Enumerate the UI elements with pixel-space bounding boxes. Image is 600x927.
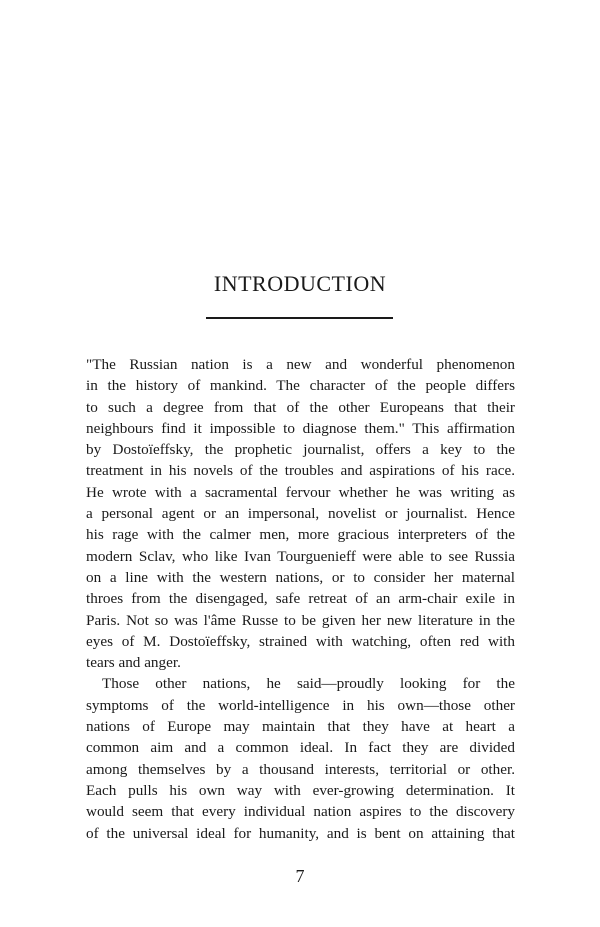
text-line: on a line with the western nations, or to consider her maternal	[86, 568, 515, 586]
text-line: common aim and a common ideal. In fact they are divided	[86, 739, 515, 757]
heading-rule	[206, 317, 393, 319]
text-line: treatment in his novels of the troubles and aspirations of his race.	[86, 462, 515, 480]
text-line: to such a degree from that of the other Europeans that their	[86, 398, 515, 416]
text-line: modern Sclav, who like Ivan Tourguenieff were able to see Russia	[86, 547, 515, 565]
text-line: in the history of mankind. The character of the people differs	[86, 377, 515, 395]
text-line: nations of Europe may maintain that they have at heart a	[86, 718, 515, 736]
text-line: throes from the disengaged, safe retreat of an arm-chair exile in	[86, 590, 515, 608]
text-line: eyes of M. Dostoïeffsky, strained with watching, often red with	[86, 632, 515, 650]
text-line: Each pulls his own way with ever-growing determination. It	[86, 781, 515, 799]
text-line: by Dostoïeffsky, the prophetic journalist, offers a key to the	[86, 441, 515, 459]
text-line: a personal agent or an impersonal, novelist or journalist. Hence	[86, 505, 515, 523]
chapter-heading: INTRODUCTION	[213, 271, 387, 296]
text-line: among themselves by a thousand interests, territorial or other.	[86, 760, 515, 778]
text-line: tears and anger.	[86, 654, 181, 672]
page-number: 7	[295, 866, 305, 886]
text-line: "The Russian nation is a new and wonderful phenomenon	[86, 356, 515, 373]
text-line: his rage with the calmer men, more gracious interpreters of the	[86, 526, 515, 544]
text-line: of the universal ideal for humanity, and is bent on attaining that	[86, 824, 515, 842]
body-text	[86, 354, 515, 844]
text-line: Paris. Not so was l'âme Russe to be given her new literature in the	[86, 611, 515, 629]
text-line: would seem that every individual nation aspires to the discovery	[86, 803, 515, 821]
paragraph-1	[86, 354, 515, 673]
text-line: He wrote with a sacramental fervour whether he was writing as	[86, 483, 515, 501]
text-line: neighbours find it impossible to diagnose them." This affirmation	[86, 419, 515, 437]
paragraph-2	[86, 673, 515, 843]
text-line: Those other nations, he said—proudly looking for the	[102, 675, 515, 693]
text-line: symptoms of the world-intelligence in his own—those other	[86, 696, 515, 714]
